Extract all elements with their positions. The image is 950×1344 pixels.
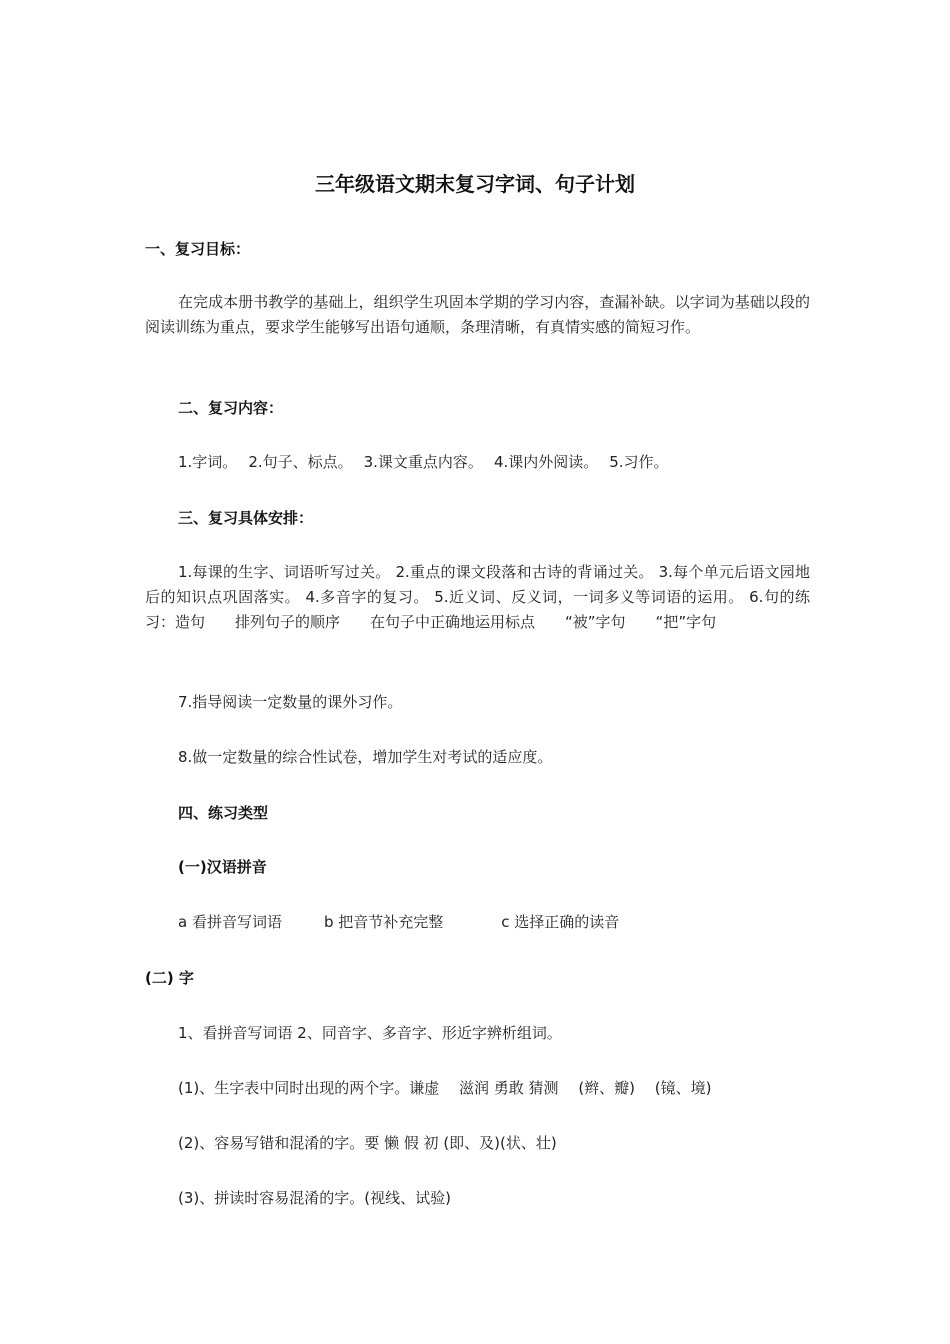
section-1-heading: 一、复习目标： xyxy=(145,240,251,258)
page-title: 三年级语文期末复习字词、句子计划 xyxy=(315,172,635,196)
section-3-paragraph: 1.每课的生字、词语听写过关。 2.重点的课文段落和古诗的背诵过关。 3.每个单元后语文园地后的知识点巩固落实。 4.多音字的复习。 5.近义词、反义词，一词多义等词语的运用。 6.句的练习：造句 排列句子的顺序 在句子中正确地运用标点 “被”字句 “把”字句 xyxy=(145,563,810,631)
pinyin-item-c: c 选择正确的读音 xyxy=(501,913,620,931)
content-item-4: 4.课内外阅读。 xyxy=(493,453,599,471)
content-item-1: 1.字词。 xyxy=(178,453,238,471)
pinyin-heading: (一)汉语拼音 xyxy=(178,858,267,876)
character-heading: (二) 字 xyxy=(145,969,194,987)
section-1-paragraph: 在完成本册书教学的基础上，组织学生巩固本学期的学习内容，查漏补缺。以字词为基础以段的阅读训练为重点，要求学生能够写出语句通顺，条理清晰，有真情实感的简短习作。 xyxy=(145,293,810,336)
section-3-item-7: 7.指导阅读一定数量的课外习作。 xyxy=(178,693,403,711)
pinyin-item-b: b 把音节补充完整 xyxy=(323,913,444,931)
character-line-4: (3)、拼读时容易混淆的字。(视线、试验) xyxy=(178,1189,451,1207)
character-line-3: (2)、容易写错和混淆的字。要 懒 假 初 (即、及)(状、壮) xyxy=(178,1134,557,1152)
content-item-5: 5.习作。 xyxy=(609,453,669,471)
pinyin-item-a: a 看拼音写词语 xyxy=(178,913,282,931)
character-line-1: 1、看拼音写词语 2、同音字、多音字、形近字辨析组词。 xyxy=(178,1024,562,1042)
content-item-3: 3.课文重点内容。 xyxy=(363,453,483,471)
content-item-2: 2.句子、标点。 xyxy=(248,453,353,471)
section-4-heading: 四、练习类型 xyxy=(178,804,269,822)
section-3-heading: 三、复习具体安排： xyxy=(178,509,314,527)
section-2-heading: 二、复习内容： xyxy=(178,399,284,417)
character-line-2: (1)、生字表中同时出现的两个字。谦虚 滋润 勇敢 猜测 (辫、瓣) (镜、境) xyxy=(178,1079,712,1097)
section-3-item-8: 8.做一定数量的综合性试卷，增加学生对考试的适应度。 xyxy=(178,748,553,766)
pinyin-items xyxy=(178,910,619,935)
section-2-items xyxy=(178,450,669,475)
